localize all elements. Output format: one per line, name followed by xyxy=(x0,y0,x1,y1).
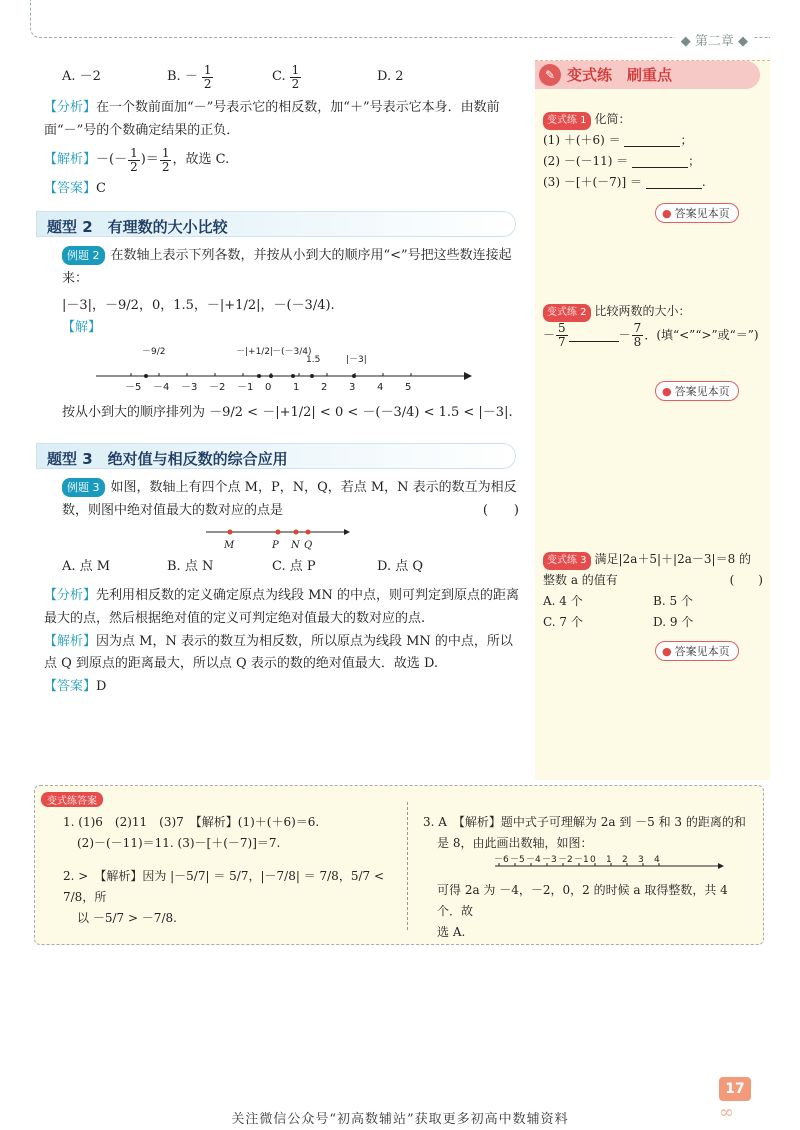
label-neg-neg-3-4: －(－3/4) xyxy=(272,347,312,357)
label-1-5: 1.5 xyxy=(306,355,321,365)
answer-link-2[interactable]: ● 答案见本页 xyxy=(655,381,739,401)
option-b: B. 点 N xyxy=(167,559,214,575)
footer-text: 关注微信公众号“初高数辅站”获取更多初高中数辅资料 xyxy=(231,1112,569,1127)
chapter-label: ◆ 第二章 ◆ xyxy=(675,30,754,49)
tick-label: －5 xyxy=(125,382,142,393)
tick-label: －6 xyxy=(494,855,509,865)
header-frame xyxy=(30,0,770,38)
tick-label: 3 xyxy=(349,382,356,393)
tick-label: 1 xyxy=(606,855,612,865)
answer-link-1[interactable]: ● 答案见本页 xyxy=(655,203,739,223)
answer-link-3[interactable]: ● 答案见本页 xyxy=(655,641,739,661)
tick-label: 2 xyxy=(622,855,628,865)
example2-prompt: 例题 2 在数轴上表示下列各数，并按从小到大的顺序用“<”号把这些数连接起来： xyxy=(62,248,512,286)
v1-item-1: (1) ＋(＋6) ＝ ； xyxy=(543,133,693,147)
tick-label: －2 xyxy=(558,855,573,865)
point-3-4 xyxy=(291,374,295,378)
tick-label: －3 xyxy=(181,382,198,393)
example3-options xyxy=(62,556,519,579)
example2-order: 按从小到大的顺序排列为 －9/2 < －|+1/2| < 0 < －(－3/4) < 1.5 < |－3|. xyxy=(62,405,513,420)
tick-label: 4 xyxy=(654,855,660,865)
answer-2: 2. > 【解析】因为 |－5/7| ＝ 5/7，|－7/8| ＝ 7/8，5/7 < 7/8，所 以 －5/7 > －7/8. xyxy=(63,869,384,925)
tick-label: 1 xyxy=(293,382,300,393)
tick-label: －1 xyxy=(237,382,254,393)
variant1: 变式练 1 化简： (1) ＋(＋6) ＝ ； (2) －(－11) ＝ ； (3) －[＋(－7)] ＝ . xyxy=(543,109,763,193)
point-q-label: Q xyxy=(304,540,313,552)
page-number: 17 xyxy=(719,1077,751,1101)
option-c: C. 点 P xyxy=(272,559,316,575)
option-a: A. －2 xyxy=(62,69,101,85)
number-line-answer3 xyxy=(493,854,733,880)
variant3: 变式练 3 满足|2a＋5|＋|2a－3|＝8 的整数 a 的值有 ( ) A. 4 个 B. 5 个 C. 7 个 D. 9 个 xyxy=(543,552,763,629)
point-p-label: P xyxy=(272,540,279,552)
pin-icon: ● xyxy=(662,206,672,220)
example2-sol-tag: 【解】 xyxy=(62,320,102,336)
ex1-solution: 【解析】 －(－ $\frac{1}{2}$ )＝ $\frac{1}{2}$ ，故选 C. xyxy=(44,145,230,175)
ex1-options xyxy=(62,64,519,91)
example3-analysis: 【分析】先利用相反数的定义确定原点为线段 MN 的中点，则可判定到原点的距离最大的点，然后根据绝对值的定义可判定绝对值最大的数对应的点. xyxy=(44,588,519,626)
label-neg-abs-half: －|+1/2| xyxy=(236,347,274,357)
pin-icon: ● xyxy=(662,644,672,658)
number-line-example3 xyxy=(204,522,504,554)
brush-icon: ✎ xyxy=(539,64,561,86)
example3-prompt: 例题 3 如图，数轴上有四个点 M，P，N，Q，若点 M，N 表示的数互为相反数，则图中绝对值最大的数对应的点是 ( ) xyxy=(62,479,519,518)
tick-label: 4 xyxy=(377,382,384,393)
answers-header: 变式练答案 xyxy=(41,792,103,807)
point-n-label: N xyxy=(291,540,300,552)
point-3 xyxy=(352,374,356,378)
tick-label: 5 xyxy=(405,382,412,393)
tick-label: －1 xyxy=(574,855,589,865)
point-neg-half xyxy=(257,374,261,378)
option-c: C. $\frac{1}{2}$ xyxy=(272,63,300,92)
v1-item-3: (3) －[＋(－7)] ＝ . xyxy=(543,175,706,189)
point-zero xyxy=(269,374,273,378)
answers-box xyxy=(34,785,764,945)
label-neg-9-2: －9/2 xyxy=(142,347,166,357)
main-column xyxy=(44,60,519,699)
section-bar-type2: 题型 2 有理数的大小比较 xyxy=(36,211,516,237)
infinity-icon: ∞ xyxy=(719,1102,734,1123)
option-b: B. － $\frac{1}{2}$ xyxy=(167,63,212,92)
option-d: D. 2 xyxy=(377,69,404,85)
example2-numbers: |－3|，－9/2，0，1.5，－|+1/2|，－(－3/4). xyxy=(62,297,335,313)
tick-label: 0 xyxy=(265,382,272,393)
variant2: 变式练 2 比较两数的大小： － $\frac{5}{7}$ － $\frac{7}{8}$ ．(填“<”“>”或“＝”) xyxy=(543,304,759,350)
example3-answer: 【答案】D xyxy=(44,679,107,694)
side-panel xyxy=(535,60,770,780)
label-abs-neg-3: |－3| xyxy=(346,355,367,365)
option-d: D. 点 Q xyxy=(377,559,424,575)
option-a: A. 点 M xyxy=(62,559,111,575)
tick-label: －2 xyxy=(209,382,226,393)
v1-item-2: (2) －(－11) ＝ ； xyxy=(543,154,701,168)
example3-solution: 【解析】因为点 M，N 表示的数互为相反数，所以原点为线段 MN 的中点，所以点 Q 到原点的距离最大，所以点 Q 表示的数的绝对值最大．故选 D. xyxy=(44,633,513,672)
point-m-label: M xyxy=(224,540,235,552)
point-1-5 xyxy=(310,374,314,378)
tick-label: 2 xyxy=(321,382,328,393)
tick-label: －4 xyxy=(526,855,541,865)
tick-label: －5 xyxy=(510,855,525,865)
tick-label: －3 xyxy=(542,855,557,865)
section-bar-type3: 题型 3 绝对值与相反数的综合应用 xyxy=(36,443,516,469)
number-line-example2 xyxy=(94,340,474,396)
answer-3: 3. A 【解析】题中式子可理解为 2a 到 －5 和 3 的距离的和 是 8，由此画出数轴，如图： －6 －5 －4 －3 －2 －1 0 1 2 3 4 可得 2a 为 －4，－2，0，2 的时候 a 取得整数，共 4 个．故 选 A. xyxy=(423,815,746,939)
tick-label: 0 xyxy=(590,855,596,865)
ex1-analysis: 【分析】在一个数前面加“－”号表示它的相反数，加“＋”号表示它本身．由数前面“－”号的个数确定结果的正负． xyxy=(44,100,500,139)
pin-icon: ● xyxy=(662,384,672,398)
answer-1: 1. (1)6 (2)11 (3)7 【解析】(1)＋(＋6)＝6. (2)－(－11)＝11. (3)－[＋(－7)]＝7. xyxy=(63,815,320,850)
point-neg-9-2 xyxy=(144,374,148,378)
tick-label: 3 xyxy=(638,855,644,865)
ex1-answer: 【答案】C xyxy=(44,181,106,197)
tick-label: －4 xyxy=(153,382,170,393)
side-header: ✎ 变式练 刷重点 xyxy=(535,61,760,89)
